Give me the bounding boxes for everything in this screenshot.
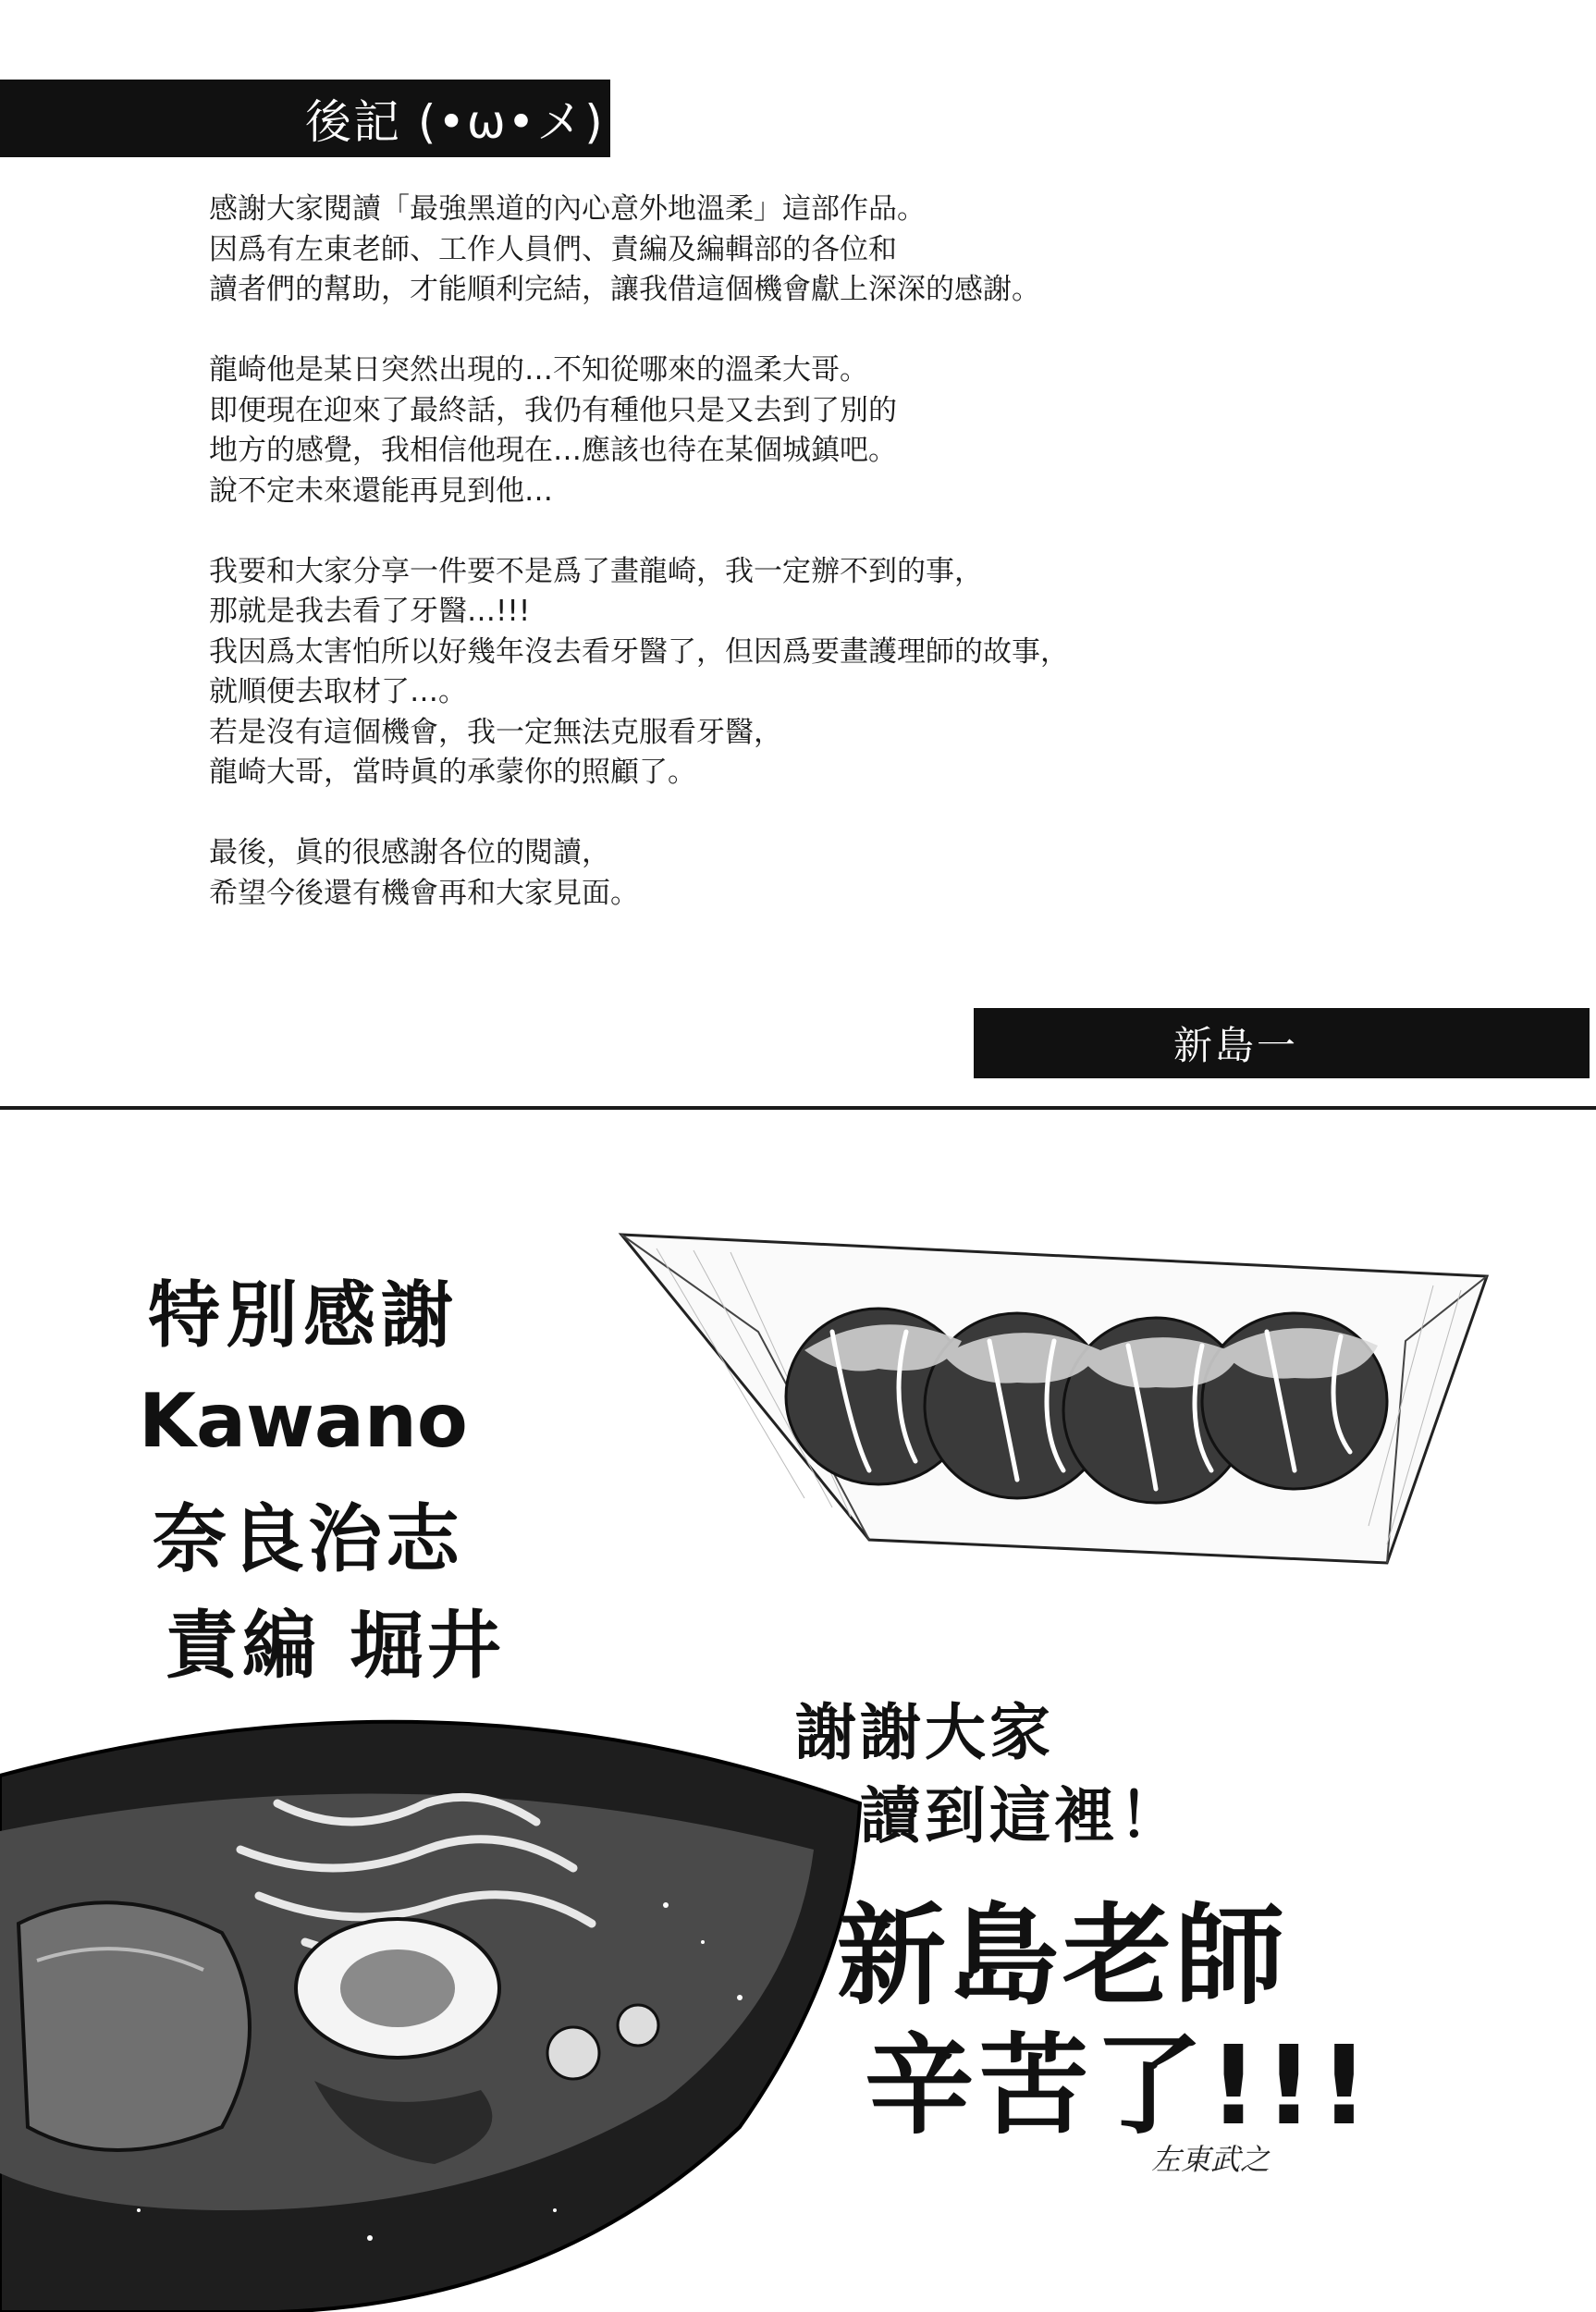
author-bar [974, 1008, 1590, 1078]
paragraph-1 [209, 190, 1393, 311]
text-line: 即便現在迎來了最終話，我仍有種他只是又去到了別的 [209, 393, 897, 427]
text-line: 我要和大家分享一件要不是爲了畫龍崎，我一定辦不到的事， [209, 554, 983, 588]
message-line: 新島老師 [837, 1892, 1289, 2020]
afterword-body [209, 190, 1393, 954]
message-line: 辛苦了!!! [865, 2022, 1375, 2149]
paragraph-4 [209, 833, 1393, 914]
paragraph-2 [209, 350, 1393, 511]
text-line: 那就是我去看了牙醫…!!! [209, 595, 531, 628]
credits-name: Kawano [139, 1378, 468, 1464]
credits-name: 奈良治志 [153, 1496, 463, 1582]
afterword-title: 後記 (•ω•メ) [305, 95, 605, 149]
credits-name: 責編 堀井 [165, 1603, 505, 1689]
text-line: 希望今後還有機會再和大家見面。 [209, 876, 639, 910]
text-line: 若是沒有這個機會，我一定無法克服看牙醫， [209, 715, 782, 749]
credits-heading: 特別感謝 [148, 1274, 460, 1358]
text-line: 龍崎大哥，當時眞的承蒙你的照顧了。 [209, 756, 696, 789]
text-line: 感謝大家閱讀「最強黑道的內心意外地溫柔」這部作品。 [209, 192, 926, 226]
afterword-title-bar [0, 80, 610, 157]
paragraph-3 [209, 552, 1393, 793]
thanks-line: 謝謝大家 [795, 1697, 1054, 1768]
author-name: 新島一 [1173, 1023, 1299, 1068]
text-line: 讀者們的幫助，才能順利完結，讓我借這個機會獻上深深的感謝。 [209, 273, 1040, 306]
thanks-line: 讀到這裡！ [860, 1780, 1184, 1851]
text-line: 說不定未來還能再見到他… [209, 473, 553, 508]
text-line: 就順便去取材了…。 [209, 675, 467, 708]
takoyaki-illustration [573, 1193, 1516, 1581]
text-line: 地方的感覺，我相信他現在…應該也待在某個城鎮吧。 [209, 434, 897, 467]
ramen-illustration [0, 1692, 906, 2312]
text-line: 我因爲太害怕所以好幾年沒去看牙醫了，但因爲要畫護理師的故事， [209, 634, 1069, 669]
text-line: 最後，眞的很感謝各位的閱讀， [209, 836, 610, 869]
text-line: 龍崎他是某日突然出現的…不知從哪來的溫柔大哥。 [209, 353, 868, 387]
section-divider [0, 1106, 1596, 1110]
text-line: 因爲有左東老師、工作人員們、責編及編輯部的各位和 [209, 232, 897, 266]
artist-signature: 左東武之 [1151, 2142, 1271, 2177]
